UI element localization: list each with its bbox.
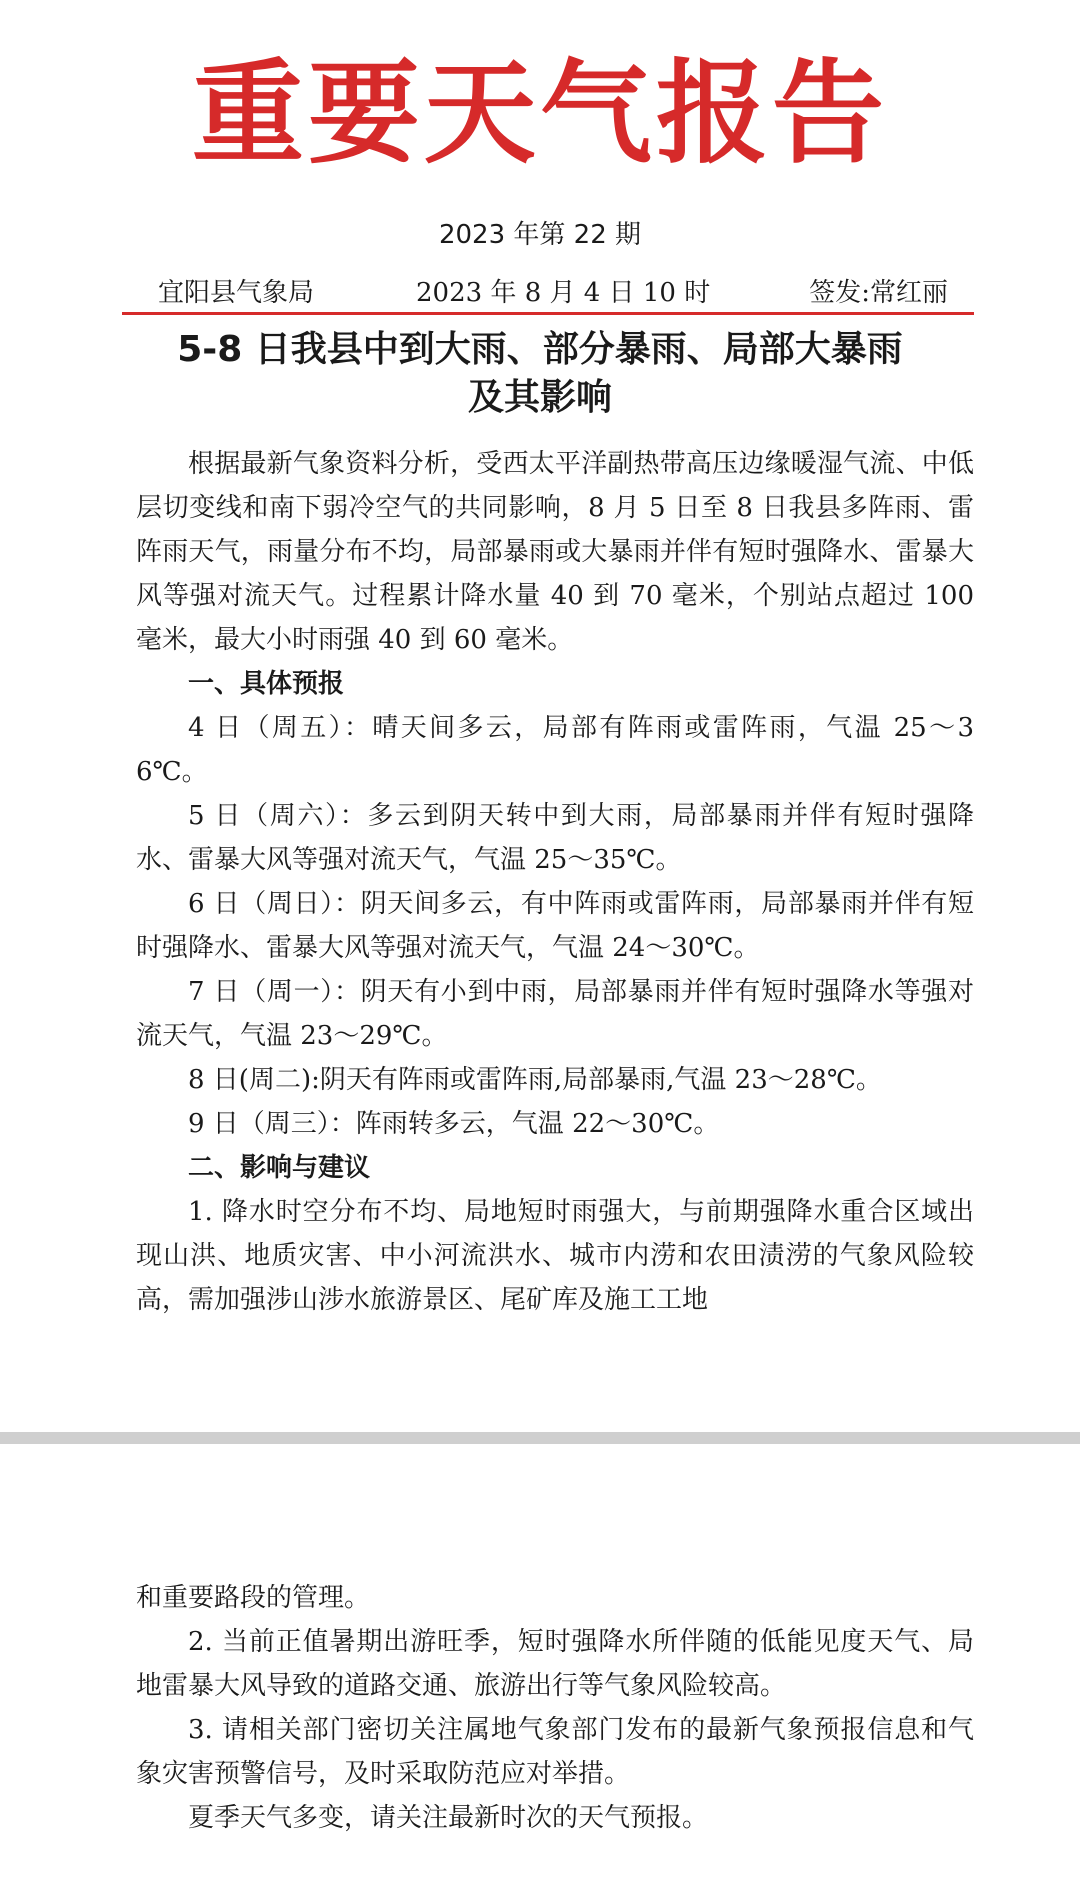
forecast-item: 7 日（周一）：阴天有小到中雨，局部暴雨并伴有短时强降水等强对流天气，气温 23～29℃。 [136, 977, 974, 1051]
report-headline [100, 326, 980, 422]
red-divider-line [122, 312, 974, 315]
forecast-item: 9 日（周三）：阵雨转多云，气温 22～30℃。 [188, 1109, 720, 1139]
impact-item-1-continued: 和重要路段的管理。 [136, 1583, 371, 1613]
impact-item-2: 2. 当前正值暑期出游旺季，短时强降水所伴随的低能见度天气、局地雷暴大风导致的道路交通、旅游出行等气象风险较高。 [136, 1627, 974, 1701]
signer: 签发:常红丽 [809, 278, 948, 308]
forecast-item: 8 日(周二):阴天有阵雨或雷阵雨,局部暴雨,气温 23～28℃。 [188, 1065, 882, 1095]
issue-date: 2023 年 8 月 4 日 10 时 [416, 278, 711, 308]
report-masthead: 重要天气报告 [192, 49, 888, 179]
impact-item-3: 3. 请相关部门密切关注属地气象部门发布的最新气象预报信息和气象灾害预警信号，及时采取防范应对举措。 [136, 1715, 974, 1789]
issue-number: 2023 年第 22 期 [438, 220, 642, 250]
intro-paragraph: 根据最新气象资料分析，受西太平洋副热带高压边缘暖湿气流、中低层切变线和南下弱冷空气的共同影响，8 月 5 日至 8 日我县多阵雨、雷阵雨天气，雨量分布不均，局部暴雨或大暴雨并伴有短时强降水、雷暴大风等强对流天气。过程累计降水量 40 到 70 毫米，个别站点超过 100 毫米，最大小时雨强 40 到 60 毫米。 [136, 449, 974, 655]
report-body-part-2 [136, 1576, 974, 1840]
forecast-item: 5 日（周六）：多云到阴天转中到大雨，局部暴雨并伴有短时强降水、雷暴大风等强对流天气，气温 25～35℃。 [136, 801, 974, 875]
headline-line-1: 5-8 日我县中到大雨、部分暴雨、局部大暴雨 [177, 329, 903, 370]
forecast-item: 4 日（周五）：晴天间多云，局部有阵雨或雷阵雨，气温 25～36℃。 [136, 713, 974, 787]
closing-note: 夏季天气多变，请关注最新时次的天气预报。 [188, 1803, 709, 1833]
forecast-item: 6 日（周日）：阴天间多云，有中阵雨或雷阵雨，局部暴雨并伴有短时强降水、雷暴大风等强对流天气，气温 24～30℃。 [136, 889, 974, 963]
issuing-organization: 宜阳县气象局 [158, 278, 315, 308]
headline-line-2: 及其影响 [467, 377, 612, 418]
report-body-part-1 [136, 442, 974, 1322]
issuer-info-row [158, 276, 948, 310]
section-heading-impact: 二、影响与建议 [188, 1153, 371, 1183]
section-heading-forecast: 一、具体预报 [188, 669, 345, 699]
impact-item-1: 1. 降水时空分布不均、局地短时雨强大，与前期强降水重合区域出现山洪、地质灾害、中小河流洪水、城市内涝和农田渍涝的气象风险较高，需加强涉山涉水旅游景区、尾矿库及施工工地 [136, 1197, 974, 1315]
page-break-separator [0, 1432, 1080, 1444]
